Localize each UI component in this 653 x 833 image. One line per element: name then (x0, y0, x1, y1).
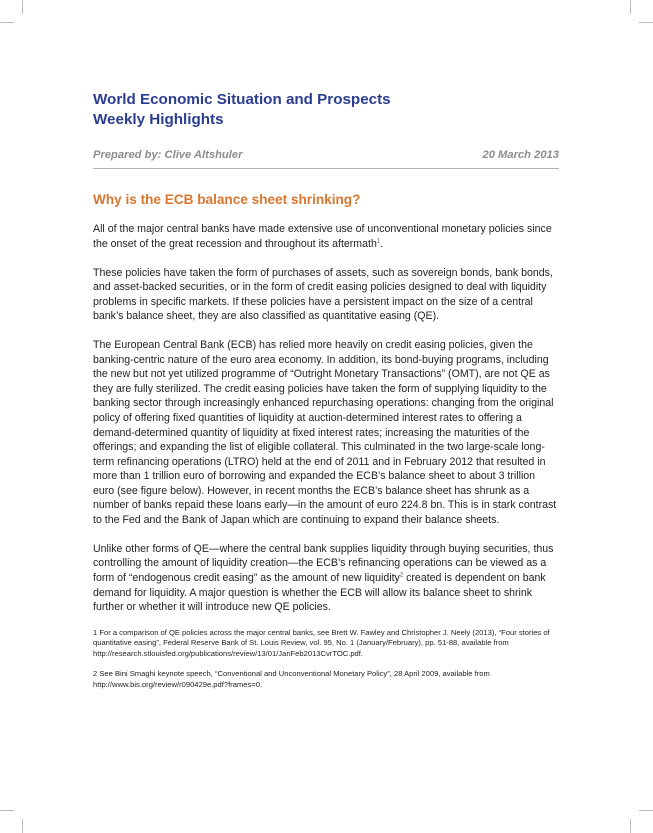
paragraph-1-text: All of the major central banks have made extensive use of unconventional monetary policies since the onset of the great recession and throughout its aftermath (93, 223, 552, 250)
byline (93, 149, 559, 169)
paragraph-4-text-b: created is dependent on bank demand for liquidity. A major question is whether the ECB will allow its balance sheet to shrink further or whether it will introduce new QE policies. (93, 571, 546, 614)
title-line-2: Weekly Highlights (93, 111, 224, 128)
footnote-2: 2 See Bini Smaghi keynote speech, “Conventional and Unconventional Monetary Policy”, 28 April 2009, available from http://www.bis.org/review/r090429e.pdf?frames=0. (93, 669, 490, 689)
crop-mark-top-right-h (639, 22, 653, 23)
paragraph-2: These policies have taken the form of purchases of assets, such as sovereign bonds, bank bonds, and asset-backed securities, or in the form of credit easing policies designed to deal with liquidity problems in specific markets. If these policies have a persistent impact on the size of a central bank’s balance sheet, they are also classified as quantitative easing (QE). (93, 266, 553, 323)
section-heading: Why is the ECB balance sheet shrinking? (93, 192, 361, 207)
crop-mark-top-left-h (0, 22, 14, 23)
crop-mark-bottom-left-h (0, 810, 14, 811)
footnote-1: 1 For a comparison of QE policies across the major central banks, see Brett W. Fawley and Christopher J. Neely (2013), “Four stories of quantitative easing”, Federal Reserve Bank of St. Louis Review, vol. 95, No. 1 (January/February), pp. 51-88, available from http://research.stlouisfed.org/publications/review/13/01/JanFeb2013CvrTOC.pdf. (93, 627, 550, 658)
publication-date: 20 March 2013 (482, 149, 559, 161)
paragraph-4 (93, 542, 559, 615)
prepared-by: Prepared by: Clive Altshuler (93, 149, 243, 161)
crop-mark-top-left (22, 0, 23, 14)
paragraph-3: The European Central Bank (ECB) has relied more heavily on credit easing policies, given the banking-centric nature of the euro area economy. In addition, its bond-buying programs, including the new but not yet utilized programme of “Outright Monetary Transactions” (OMT), are not QE as they are fully sterilized. The credit easing policies have taken the form of supplying liquidity to the banking sector through increasingly enhanced repurchasing operations: changing from the original policy of offering fixed quantities of liquidity at auction-determined interest rates to offering a demand-determined quantity of liquidity at fixed interest rates; increasing the maturities of the offerings; and expanding the list of eligible collateral. This culminated in the two large-scale long-term refinancing operations (LTRO) held at the end of 2011 and in February 2012 that resulted in more than 1 trillion euro of borrowing and expanded the ECB’s balance sheet to about 3 trillion euro (see figure below). However, in recent months the ECB’s balance sheet has shrunk as a number of banks repaid these loans early—in the amount of euro 224.8 bn. This is in stark contrast to the Fed and the Bank of Japan which are continuing to expand their balance sheets. (93, 339, 557, 526)
paragraph-1 (93, 222, 559, 251)
document-page (93, 90, 559, 691)
crop-mark-bottom-right-h (639, 810, 653, 811)
crop-mark-bottom-left (22, 819, 23, 833)
title-line-1: World Economic Situation and Prospects (93, 91, 391, 108)
paragraph-4-text-a: Unlike other forms of QE—where the central bank supplies liquidity through buying securities, thus controlling the amount of liquidity creation—the ECB’s refinancing operations can be viewed as a form of “endogenous credit easing” as the amount of new liquidity (93, 542, 554, 584)
crop-mark-bottom-right (630, 819, 631, 833)
paragraph-1-end: . (380, 237, 384, 250)
document-title (93, 90, 559, 130)
crop-mark-top-right (630, 0, 631, 14)
footnote-ref-2: 2 (399, 572, 404, 579)
footnote-ref-1: 1 (376, 238, 381, 245)
